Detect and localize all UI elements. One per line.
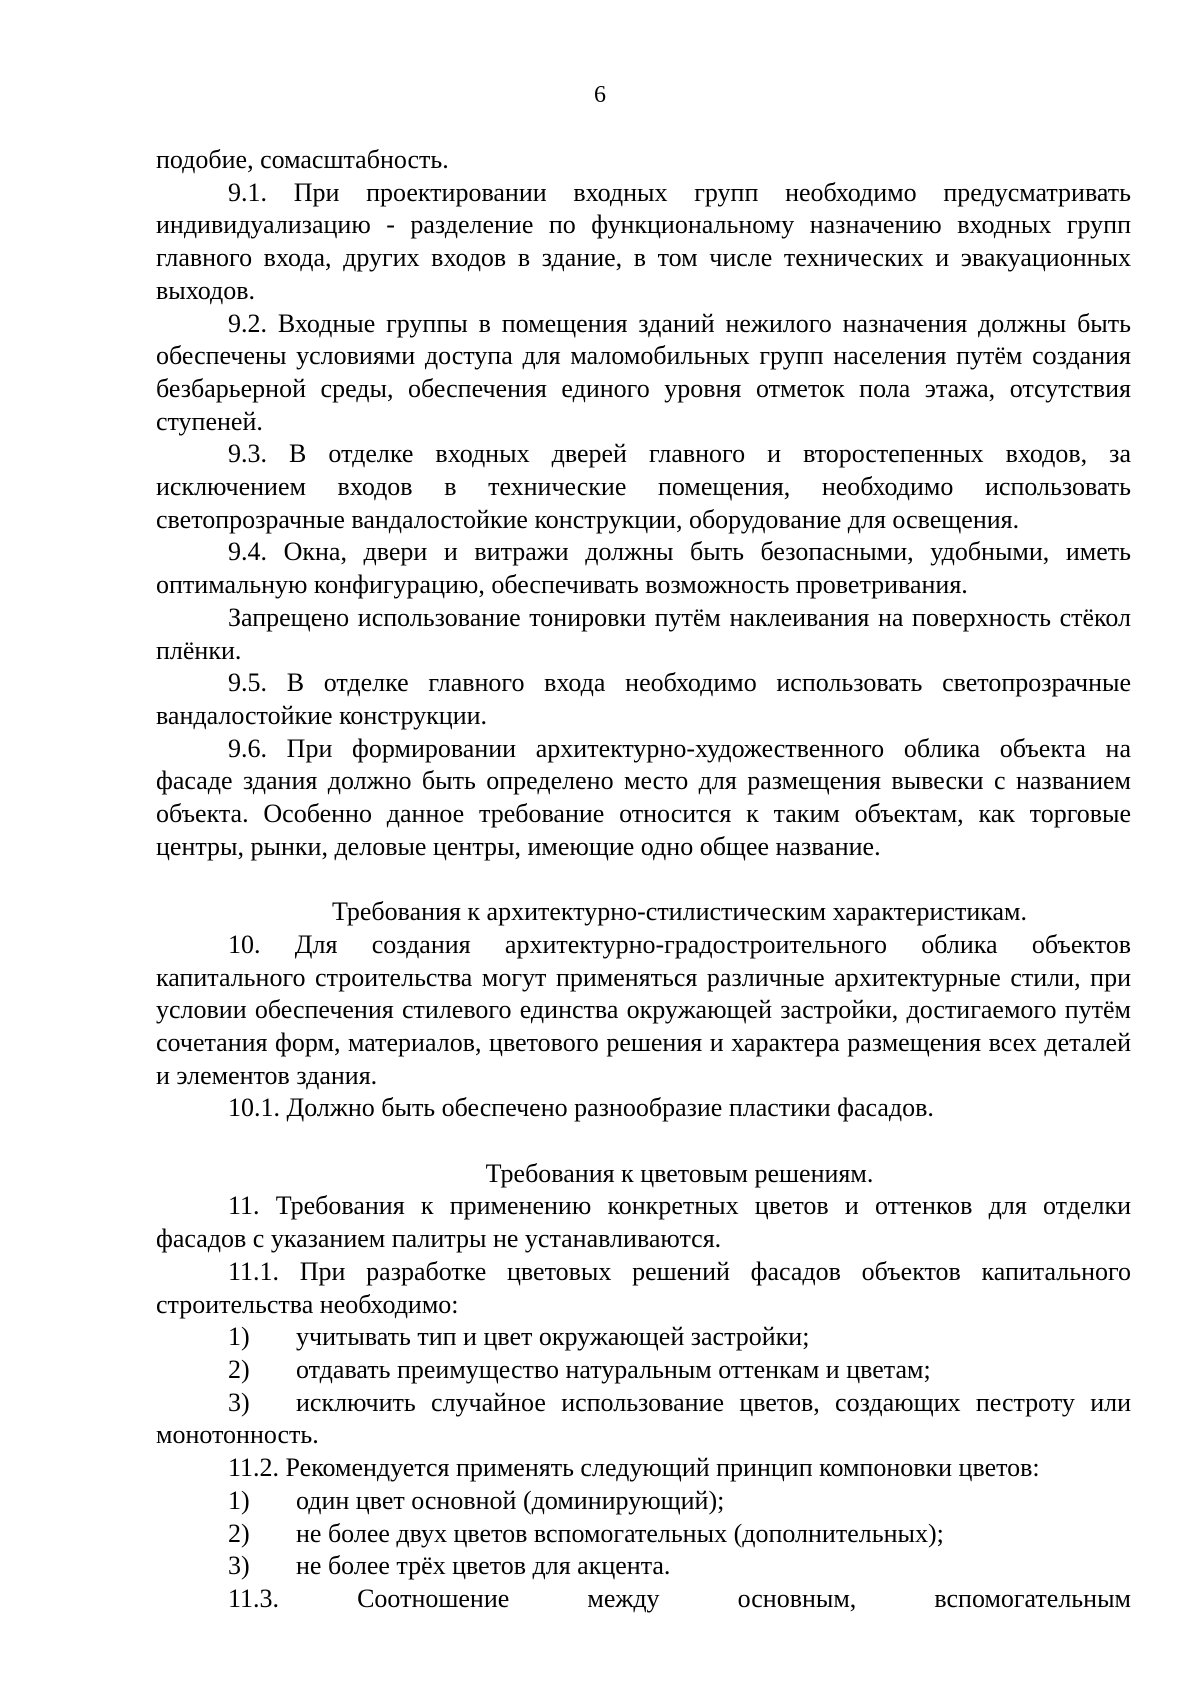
list-item	[156, 1354, 1131, 1387]
paragraph-11-2: 11.2. Рекомендуется применять следующий принцип компоновки цветов:	[228, 1453, 1040, 1483]
document-body	[156, 144, 1131, 1616]
word: вспомогательным	[934, 1583, 1131, 1613]
word: основным,	[737, 1583, 857, 1613]
paragraph-11-1: 11.1. При разработке цветовых решений фасадов объектов капитального строительства необходимо:	[156, 1256, 1131, 1319]
word: 11.3.	[228, 1583, 280, 1613]
list-item-text: учитывать тип и цвет окружающей застройки;	[296, 1322, 810, 1352]
list-item-text: исключить случайное использование цветов, создающих пестроту или монотонность.	[156, 1387, 1131, 1450]
paragraph-9-5: 9.5. В отделке главного входа необходимо использовать светопрозрачные вандалостойкие конструкции.	[156, 668, 1131, 730]
word: между	[587, 1583, 660, 1613]
list-item	[156, 1550, 1131, 1583]
list-item-number: 3)	[228, 1387, 250, 1417]
section-heading-color: Требования к цветовым решениям.	[485, 1158, 874, 1188]
list-item-text: не более двух цветов вспомогательных (дополнительных);	[296, 1518, 944, 1548]
paragraph-9-1: 9.1. При проектировании входных групп необходимо предусматривать индивидуализацию - разделение по функциональному назначению входных групп главного входа, других входов в здание, в том числе технических и эвакуационных выходов.	[156, 177, 1131, 305]
paragraph-9-3: 9.3. В отделке входных дверей главного и второстепенных входов, за исключением входов в технические помещения, необходимо использовать светопрозрачные вандалостойкие конструкции, оборудование для освещения.	[156, 439, 1131, 534]
paragraph-9-6: 9.6. При формировании архитектурно-художественного облика объекта на фасаде здания должно быть определено место для размещения вывески с названием объекта. Особенно данное требование относится к таким объектам, как торговые центры, рынки, деловые центры, имеющие одно общее название.	[156, 733, 1131, 861]
paragraph-9-2: 9.2. Входные группы в помещения зданий нежилого назначения должны быть обеспечены условиями доступа для маломобильных групп населения путём создания безбарьерной среды, обеспечения единого уровня отметок пола этажа, отсутствия ступеней.	[156, 308, 1131, 436]
list-item	[156, 1518, 1131, 1551]
list-item-text: отдавать преимущество натуральным оттенкам и цветам;	[296, 1354, 931, 1384]
list-item-number: 2)	[228, 1354, 250, 1384]
paragraph-11: 11. Требования к применению конкретных цветов и оттенков для отделки фасадов с указанием палитры не устанавливаются.	[156, 1191, 1131, 1254]
section-heading-style: Требования к архитектурно-стилистическим характеристикам.	[331, 897, 1027, 927]
list-item-number: 2)	[228, 1518, 250, 1548]
word: Соотношение	[357, 1583, 510, 1613]
section-spacer	[156, 863, 1131, 896]
paragraph-10: 10. Для создания архитектурно-градостроительного облика объектов капитального строительства могут применяться различные архитектурные стили, при условии обеспечения стилевого единства окружающей застройки, достигаемого путём сочетания форм, материалов, цветового решения и характера размещения всех деталей и элементов здания.	[156, 929, 1131, 1090]
list-item	[156, 1321, 1131, 1354]
list-item-number: 1)	[228, 1485, 250, 1515]
section-spacer	[156, 1125, 1131, 1158]
paragraph-continuation: подобие, сомасштабность.	[156, 145, 449, 174]
list-item	[156, 1485, 1131, 1518]
paragraph-9-4: 9.4. Окна, двери и витражи должны быть безопасными, удобными, иметь оптимальную конфигурацию, обеспечивать возможность проветривания.	[156, 537, 1131, 600]
paragraph-9-4-prohibition: Запрещено использование тонировки путём наклеивания на поверхность стёкол плёнки.	[156, 602, 1131, 665]
paragraph-10-1: 10.1. Должно быть обеспечено разнообразие пластики фасадов.	[228, 1093, 934, 1123]
list-item-number: 1)	[228, 1322, 250, 1352]
page-number: 6	[594, 82, 606, 108]
list-item-number: 3)	[228, 1551, 250, 1581]
list-item-text: не более трёх цветов для акцента.	[296, 1551, 671, 1581]
list-item	[156, 1387, 1131, 1452]
list-item-text: один цвет основной (доминирующий);	[296, 1485, 725, 1515]
paragraph-11-3-start	[156, 1583, 1131, 1616]
